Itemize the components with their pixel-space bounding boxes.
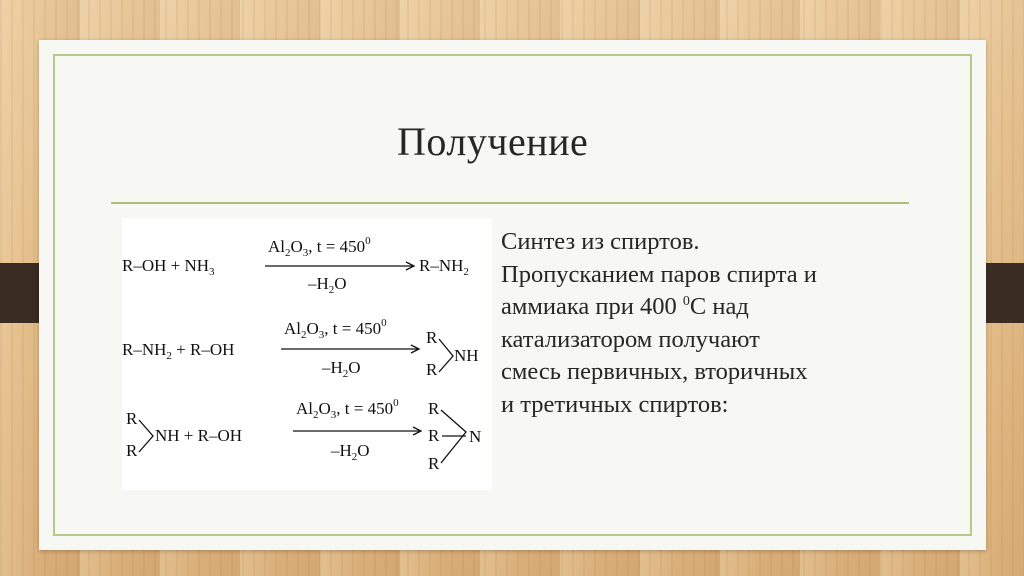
reaction-2 [122,317,479,380]
r2-product-nh: NH [454,346,479,365]
r3-product-r-top: R [428,399,440,418]
reaction-scheme-image [122,218,492,490]
r3-reactant-r-top: R [126,409,138,428]
slide-body-text [501,226,941,421]
r3-condition-top: $Al_2O_3$, $t = 450^0$ [296,397,399,421]
r1-condition-top: $Al_2O_3$, $t = 450^0$ [268,235,371,259]
r3-reactants: NH + R–OH [155,426,243,445]
r3-product-r-bottom: R [428,454,440,473]
r2-condition-top: $Al_2O_3$, $t = 450^0$ [284,317,387,341]
r2-product-bonds [439,339,453,372]
body-line-3 [501,291,941,324]
body-line-3-tail: С над [689,293,749,320]
slide-card [39,40,986,550]
body-line-2: Пропусканием паров спирта и [501,260,817,288]
r2-product-r-top: R [426,328,438,347]
r2-product-r-bottom: R [426,360,438,379]
body-line-4: катализатором получают [501,325,760,353]
r3-condition-bottom: $-H_2O$ [331,441,370,463]
reaction-1 [122,235,469,296]
reaction-scheme-svg [122,218,492,490]
body-line-6: и третичных спиртов: [501,390,729,418]
r1-product: $R-NH_2$ [419,256,469,278]
slide-title: Получение [397,119,589,164]
degree-superscript: 0 [682,294,690,309]
body-line-3-text: аммиака при 400 [501,293,683,320]
r2-reactants: $R-NH_2 + R-OH$ [122,340,235,362]
r3-reactant-bonds [139,420,153,452]
r3-product-r-middle: R [428,426,440,445]
title-divider [111,202,909,204]
r2-condition-bottom: $-H_2O$ [322,358,361,380]
reaction-3 [126,397,481,473]
body-line-5: смесь первичных, вторичных [501,358,808,385]
body-line-1: Синтез из спиртов. [501,228,700,255]
r3-product-n: N [469,427,482,446]
r1-condition-bottom: $-H_2O$ [308,274,347,296]
r3-reactant-r-bottom: R [126,441,138,460]
r1-reactants: $R-OH + NH_3$ [122,256,215,278]
